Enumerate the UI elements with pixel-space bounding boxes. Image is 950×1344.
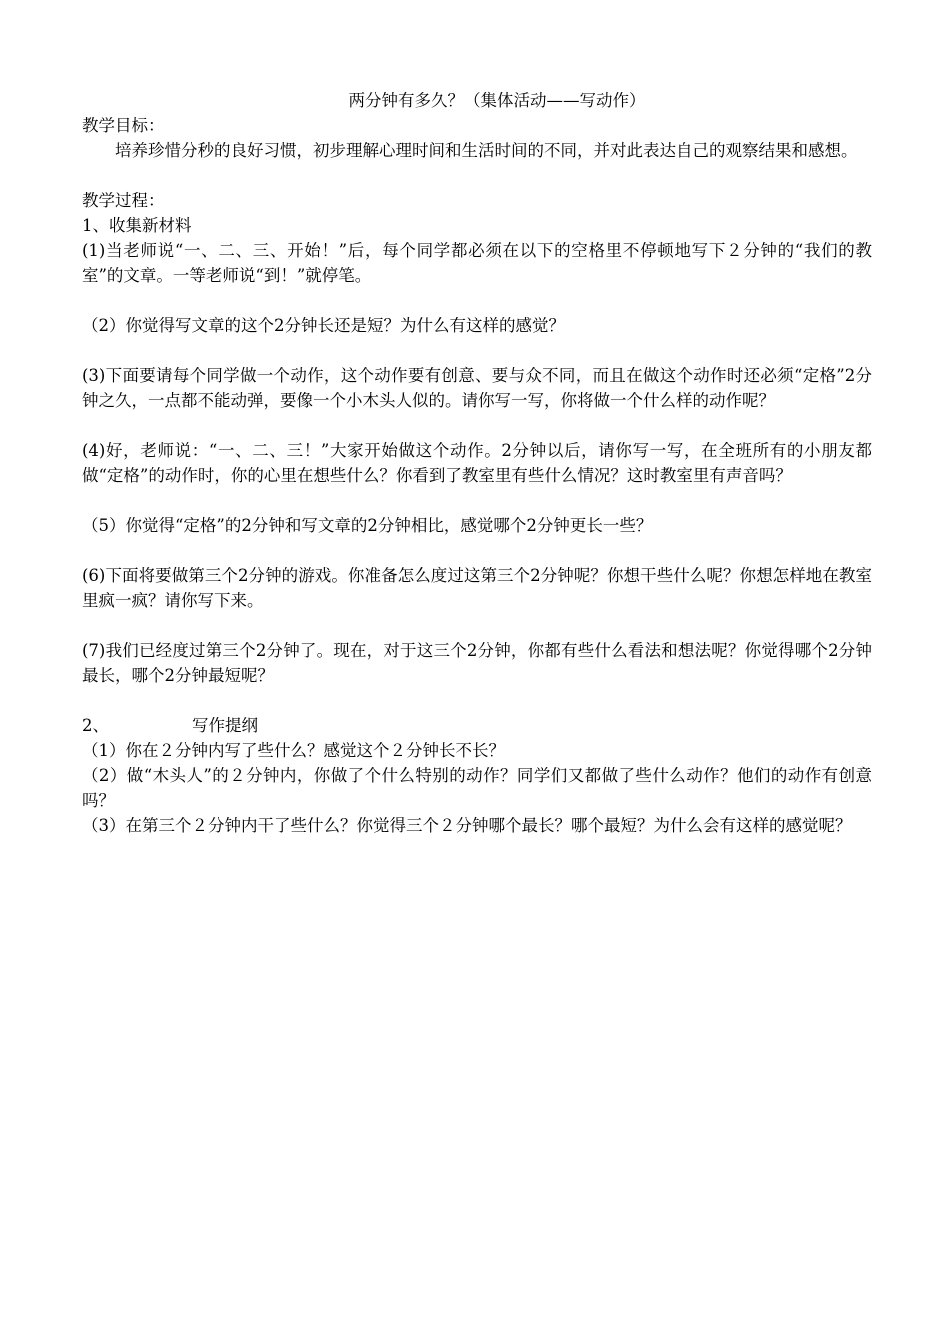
section1-item-6: (6)下面将要做第三个2分钟的游戏。你准备怎么度过这第三个2分钟呢？你想干些什么呢？你想怎样地在教室里疯一疯？请你写下来。 [82, 566, 872, 610]
section2-heading [82, 713, 872, 738]
section1-item-3: (3)下面要请每个同学做一个动作，这个动作要有创意、要与众不同，而且在做这个动作时还必须“定格”2分钟之久，一点都不能动弹，要像一个小木头人似的。请你写一写，你将做一个什么样的动作呢？ [82, 366, 872, 410]
spacer [82, 538, 872, 563]
section1-item-5: （5）你觉得“定格”的2分钟和写文章的2分钟相比，感觉哪个2分钟更长一些？ [82, 516, 653, 535]
spacer [82, 413, 872, 438]
spacer [82, 338, 872, 363]
section2-title: 写作提纲 [192, 716, 258, 735]
section1-item-4: (4)好，老师说：“一、二、三！”大家开始做这个动作。2分钟以后，请你写一写，在全班所有的小朋友都做“定格”的动作时，你的心里在想些什么？你看到了教室里有些什么情况？这时教室里有声音吗？ [82, 441, 872, 485]
document-title: 两分钟有多久？（集体活动——写动作） [348, 91, 646, 110]
spacer [82, 613, 872, 638]
section1-item-1: (1)当老师说“一、二、三、开始！”后，每个同学都必须在以下的空格里不停顿地写下２分钟的“我们的教室”的文章。一等老师说“到！”就停笔。 [82, 241, 872, 285]
spacer [82, 688, 872, 713]
process-heading: 教学过程： [82, 191, 165, 210]
goal-text: 培养珍惜分秒的良好习惯，初步理解心理时间和生活时间的不同，并对此表达自己的观察结果和感想。 [115, 141, 858, 160]
document-page [82, 88, 872, 838]
goal-heading: 教学目标： [82, 116, 165, 135]
section2-item-3: （3）在第三个２分钟内干了些什么？你觉得三个２分钟哪个最长？哪个最短？为什么会有这样的感觉呢？ [82, 816, 852, 835]
section1-heading: 1、收集新材料 [82, 216, 192, 235]
spacer [82, 163, 872, 188]
section1-item-7: (7)我们已经度过第三个2分钟了。现在，对于这三个2分钟，你都有些什么看法和想法呢？你觉得哪个2分钟最长，哪个2分钟最短呢？ [82, 641, 872, 685]
section2-item-2: （2）做“木头人”的２分钟内，你做了个什么特别的动作？同学们又都做了些什么动作？他们的动作有创意吗？ [82, 766, 872, 810]
spacer [82, 288, 872, 313]
section2-number: 2、 [82, 716, 109, 735]
section2-item-1: （1）你在２分钟内写了些什么？感觉这个２分钟长不长？ [82, 741, 505, 760]
spacer [82, 488, 872, 513]
section1-item-2: （2）你觉得写文章的这个2分钟长还是短？为什么有这样的感觉？ [82, 316, 565, 335]
